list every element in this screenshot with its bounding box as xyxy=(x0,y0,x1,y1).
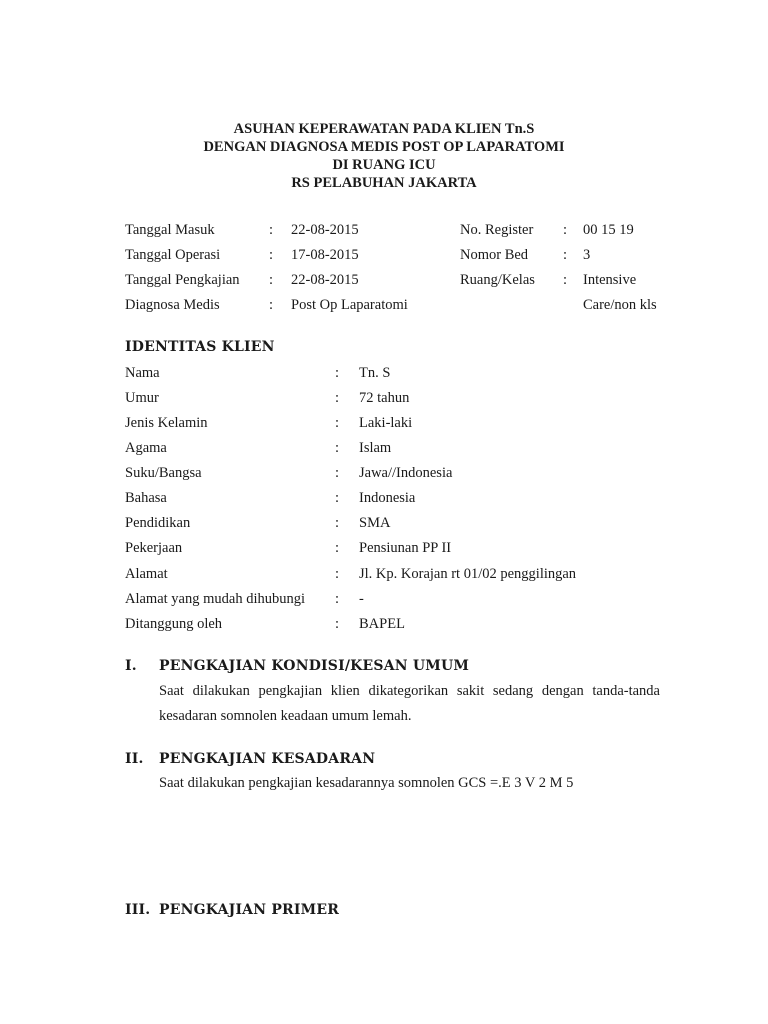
separator: : xyxy=(335,390,340,406)
separator: : xyxy=(335,540,340,556)
admission-label: Tanggal Pengkajian xyxy=(125,272,240,288)
separator: : xyxy=(335,515,340,531)
identitas-value: 72 tahun xyxy=(359,390,410,406)
identitas-value: Tn. S xyxy=(359,365,391,381)
section-number: II. xyxy=(125,751,144,767)
admission-value: 17-08-2015 xyxy=(291,247,359,263)
identitas-value: Jl. Kp. Korajan rt 01/02 penggilingan xyxy=(359,566,577,582)
identitas-label: Suku/Bangsa xyxy=(125,465,202,481)
section-title: PENGKAJIAN KESADARAN xyxy=(159,751,376,767)
identitas-value: Jawa//Indonesia xyxy=(359,465,453,481)
separator: : xyxy=(269,247,274,263)
identitas-label: Bahasa xyxy=(125,490,167,506)
identitas-label: Alamat yang mudah dihubungi xyxy=(125,591,306,607)
admission-label: Tanggal Operasi xyxy=(125,247,221,263)
admission-value: 3 xyxy=(583,247,591,263)
admission-value: 22-08-2015 xyxy=(291,222,359,238)
identitas-value: BAPEL xyxy=(359,616,405,632)
section-body: Saat dilakukan pengkajian klien dikategorikan sakit sedang dengan tanda-tanda kesadaran somnolen keadaan umum lemah. xyxy=(159,683,660,724)
title-line: DI RUANG ICU xyxy=(332,157,436,173)
identitas-value: Laki-laki xyxy=(359,415,413,431)
separator: : xyxy=(335,591,340,607)
separator: : xyxy=(335,566,340,582)
separator: : xyxy=(563,222,568,238)
identitas-value: - xyxy=(359,591,364,607)
title-line: ASUHAN KEPERAWATAN PADA KLIEN Tn.S xyxy=(233,121,535,137)
identitas-value: Indonesia xyxy=(359,490,416,506)
admission-label: Nomor Bed xyxy=(460,247,529,263)
separator: : xyxy=(335,490,340,506)
identitas-label: Umur xyxy=(125,390,159,406)
section-number: I. xyxy=(125,658,137,674)
separator: : xyxy=(335,365,340,381)
admission-value: Care/non kls xyxy=(583,297,657,313)
identitas-heading: IDENTITAS KLIEN xyxy=(125,339,275,355)
admission-value: 00 15 19 xyxy=(583,222,634,238)
title-line: DENGAN DIAGNOSA MEDIS POST OP LAPARATOMI xyxy=(203,139,565,155)
identitas-label: Alamat xyxy=(125,566,168,582)
section-body: Saat dilakukan pengkajian kesadarannya somnolen GCS =.E 3 V 2 M 5 xyxy=(159,775,574,791)
section-number: III. xyxy=(125,902,151,918)
document-title xyxy=(0,120,768,192)
separator: : xyxy=(269,222,274,238)
identitas-value: SMA xyxy=(359,515,391,531)
identitas-label: Ditanggung oleh xyxy=(125,616,223,632)
identitas-label: Jenis Kelamin xyxy=(125,415,208,431)
separator: : xyxy=(563,272,568,288)
admission-value: 22-08-2015 xyxy=(291,272,359,288)
identitas-label: Agama xyxy=(125,440,167,456)
separator: : xyxy=(335,465,340,481)
section-title: PENGKAJIAN PRIMER xyxy=(159,902,340,918)
identitas-value: Islam xyxy=(359,440,392,456)
separator: : xyxy=(269,297,274,313)
identitas-label: Pekerjaan xyxy=(125,540,183,556)
admission-label: No. Register xyxy=(460,222,534,238)
admission-label: Ruang/Kelas xyxy=(460,272,535,288)
admission-value: Intensive xyxy=(583,272,637,288)
identitas-label: Nama xyxy=(125,365,160,381)
separator: : xyxy=(335,440,340,456)
admission-value: Post Op Laparatomi xyxy=(291,297,408,313)
separator: : xyxy=(269,272,274,288)
admission-label: Diagnosa Medis xyxy=(125,297,220,313)
separator: : xyxy=(335,415,340,431)
title-line: RS PELABUHAN JAKARTA xyxy=(291,175,477,191)
separator: : xyxy=(563,247,568,263)
identitas-label: Pendidikan xyxy=(125,515,191,531)
separator: : xyxy=(335,616,340,632)
identitas-value: Pensiunan PP II xyxy=(359,540,452,556)
section-title: PENGKAJIAN KONDISI/KESAN UMUM xyxy=(159,658,470,674)
admission-label: Tanggal Masuk xyxy=(125,222,215,238)
